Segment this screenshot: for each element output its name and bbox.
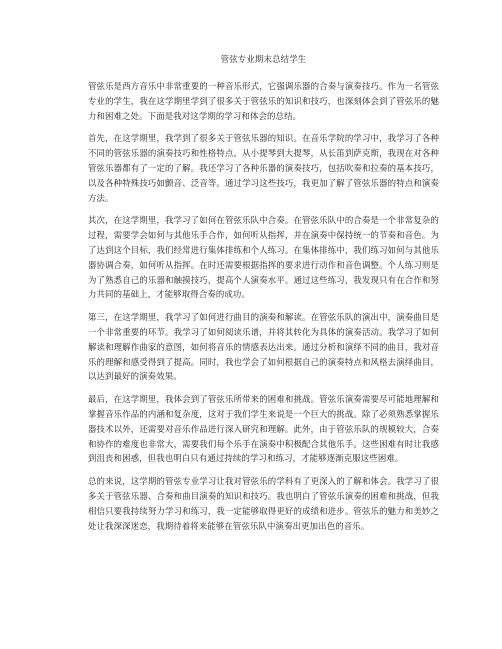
paragraph-summary: 总的来说，这学期的管弦专业学习让我对管弦乐的学科有了更深入的了解和体会。我学习了很多关于管弦乐器、合奏和曲目演奏的知识和技巧。我也明白了管弦乐演奏的困难和挑战，但我相信只要我持续努力学习和练习，我一定能够取得更好的成绩和进步。管弦乐的魅力和美妙之处让我深深迷恋，我期待着将来能够在管弦乐队中演奏出更加出色的音乐。 <box>88 476 439 531</box>
paragraph-intro: 管弦乐是西方音乐中非常重要的一种音乐形式，它强调乐器的合奏与演奏技巧。作为一名管弦专业的学生，我在这学期里学到了很多关于管弦乐的知识和技巧，也深刻体会到了管弦乐的魅力和困难之处。下面是我对这学期的学习和体会的总结。 <box>88 81 439 121</box>
paragraph-second: 其次，在这学期里，我学习了如何在管弦乐队中合奏。在管弦乐队中的合奏是一个非常复杂的过程，需要学会如何与其他乐手合作，如何听从指挥，并在演奏中保持统一的节奏和音色。为了达到这个目标，我们经常进行集体排练和个人练习。在集体排练中，我们练习如何与其他乐器协调合奏，如何听从指挥。在时还需要根据指挥的要求进行动作和音色调整。个人练习则是为了熟悉自己的乐器和触摸技巧，提高个人演奏水平。通过这些练习，我发现只有在合作和努力共同的基础上，才能够取得合奏的成功。 <box>88 215 439 300</box>
paragraph-last: 最后，在这学期里，我体会到了管弦乐所带来的困难和挑战。管弦乐演奏需要尽可能地理解和掌握音乐作品的内涵和复杂度，这对于我们学生来说是一个巨大的挑战。除了必须熟悉掌握乐器技术以外，还需要对音乐作品进行深入研究和理解。此外，由于管弦乐队的规模较大，合奏和协作的难度也非常大，需要我们每个乐手在演奏中积极配合其他乐手。这些困难有时让我感到沮丧和困惑，但我也明白只有通过持续的学习和练习，才能够逐渐克服这些困难。 <box>88 394 439 464</box>
document-title: 管弦专业期末总结学生 <box>220 54 307 64</box>
paragraph-third: 第三，在这学期里，我学习了如何进行曲目的演奏和解读。在管弦乐队的演出中，演奏曲目是一个非常重要的环节。我学习了如何阅读乐谱，并将其转化为具体的演奏活动。我学习了如何解读和理解作曲家的意图，如何将音乐的情感表达出来。通过分析和演绎不同的曲目，我对音乐的理解和感受得到了提高。同时，我也学会了如何根据自己的演奏特点和风格去演绎曲目，以达到最好的演奏效果。 <box>88 312 439 382</box>
paragraph-first: 首先，在这学期里，我学到了很多关于管弦乐器的知识。在音乐学院的学习中，我学习了各种不同的管弦乐器的演奏技巧和性格特点。从小提琴到大提琴，从长笛到萨克斯，我现在对各种管弦乐器都有了一定的了解。我还学习了各种乐器的演奏技巧，包括吹奏和拉奏的基本技巧，以及各种特殊技巧如颤音、泛音等。通过学习这些技巧，我更加了解了管弦乐器的特点和演奏方法。 <box>88 133 439 203</box>
